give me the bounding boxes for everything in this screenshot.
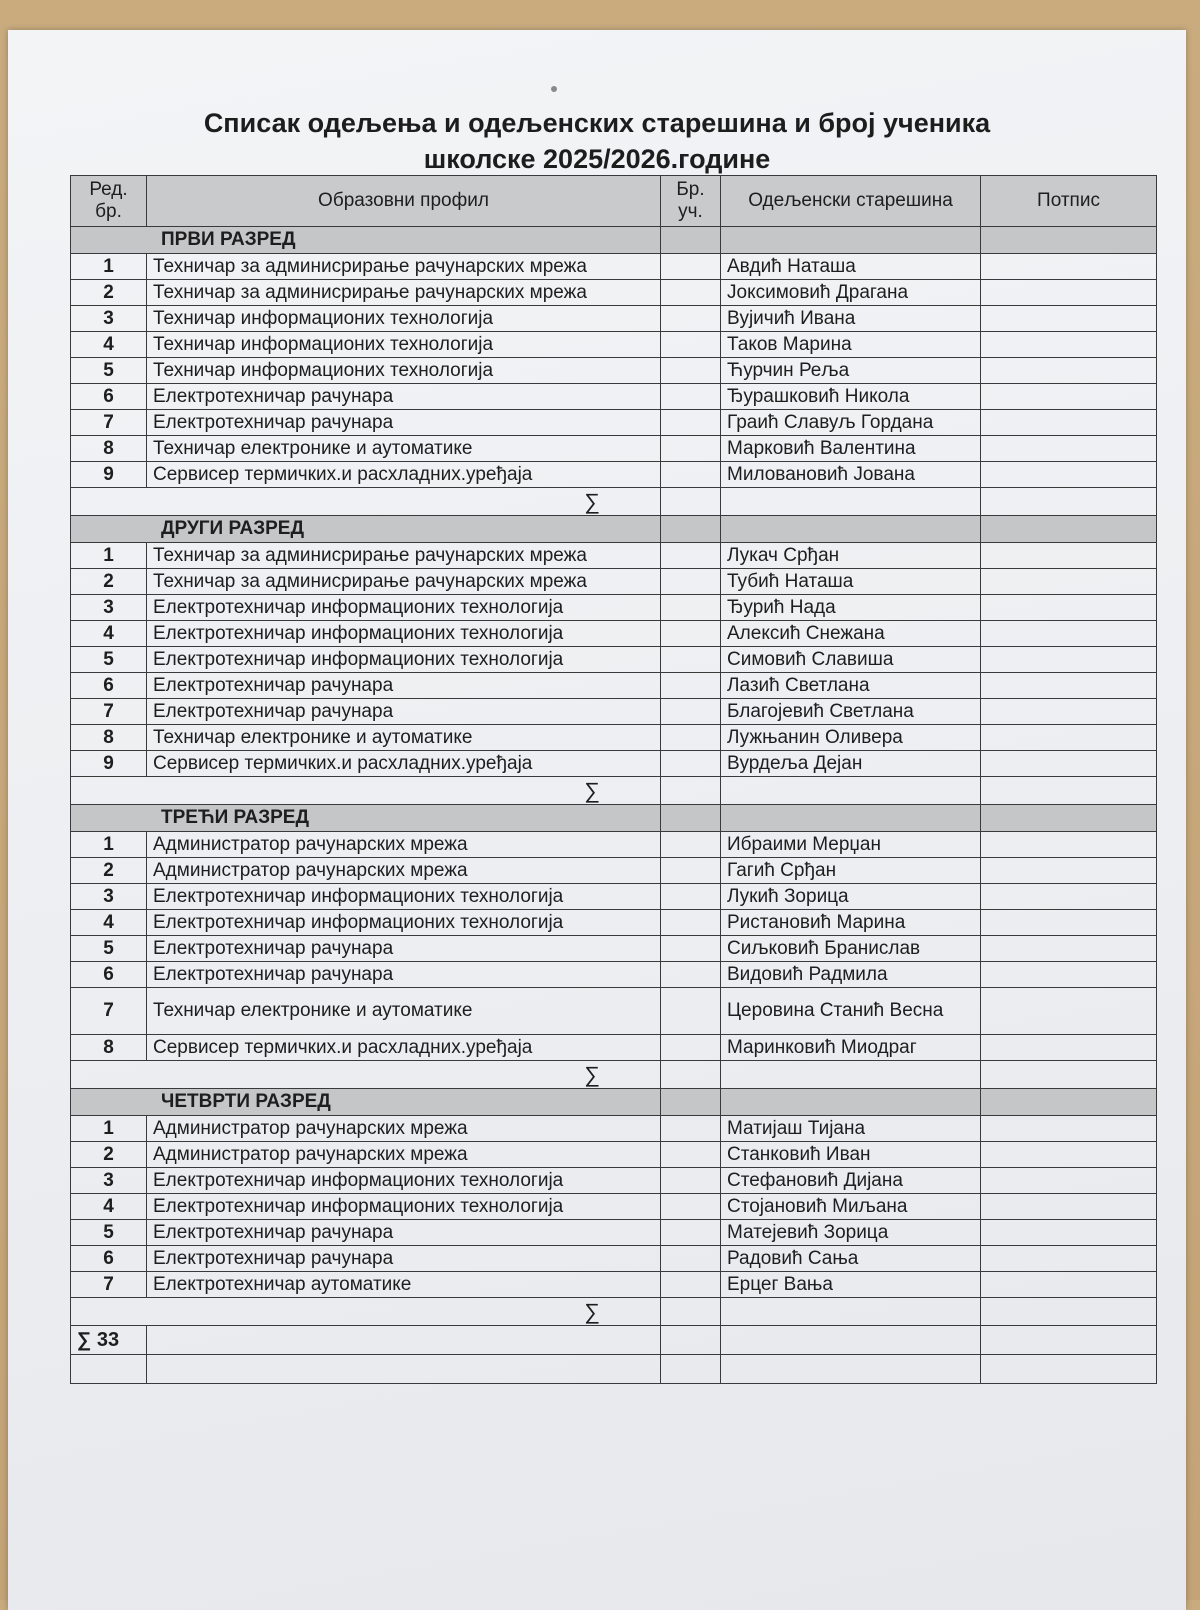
row-number: 5	[71, 936, 147, 962]
row-profile: Сервисер термичких.и расхладних.уређаја	[147, 1035, 661, 1061]
section-sum-row	[71, 777, 1157, 805]
grand-total-label: ∑ 33	[71, 1326, 147, 1355]
row-profile: Електротехничар рачунара	[147, 410, 661, 436]
table-row	[71, 962, 1157, 988]
row-number: 4	[71, 332, 147, 358]
row-profile: Електротехничар информационих технологија	[147, 884, 661, 910]
row-number: 3	[71, 884, 147, 910]
row-number: 7	[71, 1272, 147, 1298]
header-teacher: Одељенски старешина	[721, 176, 981, 227]
table-row	[71, 436, 1157, 462]
header-num: Ред. бр.	[71, 176, 147, 227]
row-signature	[981, 595, 1157, 621]
row-profile: Сервисер термичких.и расхладних.уређаја	[147, 462, 661, 488]
row-students	[661, 832, 721, 858]
row-students	[661, 858, 721, 884]
row-number: 1	[71, 254, 147, 280]
table-row	[71, 673, 1157, 699]
row-number: 2	[71, 1142, 147, 1168]
row-profile: Сервисер термичких.и расхладних.уређаја	[147, 751, 661, 777]
row-signature	[981, 910, 1157, 936]
row-teacher: Лазић Светлана	[721, 673, 981, 699]
row-profile: Електротехничар рачунара	[147, 699, 661, 725]
row-students	[661, 358, 721, 384]
table-row	[71, 858, 1157, 884]
row-teacher: Видовић Радмила	[721, 962, 981, 988]
total-teacher-cell	[721, 1326, 981, 1355]
section-label: ТРЕЋИ РАЗРЕД	[71, 805, 661, 832]
row-teacher: Лукић Зорица	[721, 884, 981, 910]
row-students	[661, 725, 721, 751]
row-number: 7	[71, 410, 147, 436]
row-teacher: Лукач Срђан	[721, 543, 981, 569]
row-profile: Техничар информационих технологија	[147, 358, 661, 384]
section-teacher-cell	[721, 516, 981, 543]
row-teacher: Маринковић Миодраг	[721, 1035, 981, 1061]
row-signature	[981, 621, 1157, 647]
row-teacher: Миловановић Јована	[721, 462, 981, 488]
row-teacher: Ристановић Марина	[721, 910, 981, 936]
table-row	[71, 647, 1157, 673]
table-body	[71, 227, 1157, 1384]
document-title	[8, 105, 1186, 177]
row-number: 3	[71, 1168, 147, 1194]
sum-signature-cell	[981, 777, 1157, 805]
row-number: 5	[71, 358, 147, 384]
row-profile: Електротехничар аутоматике	[147, 1272, 661, 1298]
row-teacher: Матејевић Зорица	[721, 1220, 981, 1246]
row-profile: Техничар електронике и аутоматике	[147, 436, 661, 462]
row-signature	[981, 1272, 1157, 1298]
row-number: 3	[71, 595, 147, 621]
section-students-cell	[661, 1089, 721, 1116]
row-teacher: Благојевић Светлана	[721, 699, 981, 725]
row-profile: Електротехничар информационих технологија	[147, 1168, 661, 1194]
row-signature	[981, 884, 1157, 910]
row-signature	[981, 936, 1157, 962]
sum-teacher-cell	[721, 777, 981, 805]
row-teacher: Алексић Снежана	[721, 621, 981, 647]
row-profile: Електротехничар рачунара	[147, 962, 661, 988]
row-signature	[981, 1035, 1157, 1061]
row-students	[661, 673, 721, 699]
sum-teacher-cell	[721, 1298, 981, 1326]
table-row	[71, 1168, 1157, 1194]
row-signature	[981, 751, 1157, 777]
row-teacher: Вурдеља Дејан	[721, 751, 981, 777]
section-header	[71, 516, 1157, 543]
row-students	[661, 910, 721, 936]
row-profile: Електротехничар рачунара	[147, 673, 661, 699]
row-teacher: Симовић Славиша	[721, 647, 981, 673]
row-signature	[981, 962, 1157, 988]
table-row	[71, 332, 1157, 358]
row-signature	[981, 1168, 1157, 1194]
table-row	[71, 543, 1157, 569]
section-students-cell	[661, 805, 721, 832]
row-signature	[981, 358, 1157, 384]
section-header	[71, 805, 1157, 832]
row-signature	[981, 543, 1157, 569]
table-row	[71, 462, 1157, 488]
empty-cell	[71, 1355, 147, 1384]
row-teacher: Стефановић Дијана	[721, 1168, 981, 1194]
row-number: 9	[71, 462, 147, 488]
row-teacher: Граић Славуљ Гордана	[721, 410, 981, 436]
row-number: 4	[71, 1194, 147, 1220]
row-signature	[981, 673, 1157, 699]
table-row	[71, 1035, 1157, 1061]
row-students	[661, 254, 721, 280]
row-teacher: Лужњанин Оливера	[721, 725, 981, 751]
row-teacher: Авдић Наташа	[721, 254, 981, 280]
row-signature	[981, 332, 1157, 358]
row-signature	[981, 699, 1157, 725]
sum-signature-cell	[981, 1298, 1157, 1326]
paper-sheet	[8, 30, 1186, 1610]
table-row	[71, 254, 1157, 280]
row-profile: Електротехничар информационих технологија	[147, 595, 661, 621]
sum-students-cell	[661, 488, 721, 516]
total-signature-cell	[981, 1326, 1157, 1355]
row-signature	[981, 569, 1157, 595]
row-profile: Администратор рачунарских мрежа	[147, 1142, 661, 1168]
row-signature	[981, 1194, 1157, 1220]
row-profile: Техничар електронике и аутоматике	[147, 988, 661, 1035]
row-number: 7	[71, 988, 147, 1035]
row-number: 6	[71, 384, 147, 410]
table-row	[71, 751, 1157, 777]
section-students-cell	[661, 227, 721, 254]
row-teacher: Матијаш Тијана	[721, 1116, 981, 1142]
table-row	[71, 1272, 1157, 1298]
row-number: 7	[71, 699, 147, 725]
row-signature	[981, 988, 1157, 1035]
row-number: 5	[71, 1220, 147, 1246]
row-students	[661, 1116, 721, 1142]
row-profile: Техничар информационих технологија	[147, 306, 661, 332]
row-teacher: Сиљковић Бранислав	[721, 936, 981, 962]
section-teacher-cell	[721, 805, 981, 832]
row-profile: Електротехничар рачунара	[147, 384, 661, 410]
row-number: 6	[71, 1246, 147, 1272]
class-table	[70, 175, 1157, 1384]
row-profile: Техничар за админисрирање рачунарских мрежа	[147, 543, 661, 569]
row-profile: Електротехничар информационих технологија	[147, 1194, 661, 1220]
table-row	[71, 306, 1157, 332]
empty-row	[71, 1355, 1157, 1384]
sum-students-cell	[661, 1298, 721, 1326]
empty-cell	[721, 1355, 981, 1384]
row-profile: Техничар информационих технологија	[147, 332, 661, 358]
table-row	[71, 1194, 1157, 1220]
row-teacher: Вујичић Ивана	[721, 306, 981, 332]
row-profile: Електротехничар рачунара	[147, 1246, 661, 1272]
section-sum-row	[71, 1298, 1157, 1326]
row-signature	[981, 462, 1157, 488]
row-students	[661, 647, 721, 673]
table-row	[71, 358, 1157, 384]
row-profile: Електротехничар информационих технологија	[147, 647, 661, 673]
table-row	[71, 569, 1157, 595]
row-students	[661, 751, 721, 777]
row-students	[661, 280, 721, 306]
section-sum-row	[71, 488, 1157, 516]
row-teacher: Радовић Сања	[721, 1246, 981, 1272]
row-students	[661, 988, 721, 1035]
row-students	[661, 621, 721, 647]
row-profile: Електротехничар информационих технологија	[147, 910, 661, 936]
row-teacher: Ћурчин Реља	[721, 358, 981, 384]
title-line-1: Списак одељења и одељенских старешина и број ученика	[203, 108, 991, 138]
row-teacher: Тубић Наташа	[721, 569, 981, 595]
total-profile-cell	[147, 1326, 661, 1355]
table-row	[71, 595, 1157, 621]
sum-teacher-cell	[721, 1061, 981, 1089]
row-number: 8	[71, 1035, 147, 1061]
row-signature	[981, 280, 1157, 306]
row-teacher: Церовина Станић Весна	[721, 988, 981, 1035]
row-teacher: Ибраими Мерџан	[721, 832, 981, 858]
row-number: 1	[71, 832, 147, 858]
row-students	[661, 699, 721, 725]
row-students	[661, 936, 721, 962]
empty-cell	[981, 1355, 1157, 1384]
table-row	[71, 384, 1157, 410]
section-label: ДРУГИ РАЗРЕД	[71, 516, 661, 543]
empty-cell	[147, 1355, 661, 1384]
section-label: ЧЕТВРТИ РАЗРЕД	[71, 1089, 661, 1116]
section-sum-row	[71, 1061, 1157, 1089]
row-number: 8	[71, 436, 147, 462]
table-row	[71, 1116, 1157, 1142]
section-signature-cell	[981, 516, 1157, 543]
header-row	[71, 176, 1157, 227]
row-teacher: Ерцег Вања	[721, 1272, 981, 1298]
row-teacher: Таков Марина	[721, 332, 981, 358]
row-students	[661, 543, 721, 569]
row-profile: Електротехничар рачунара	[147, 1220, 661, 1246]
row-signature	[981, 410, 1157, 436]
empty-cell	[661, 1355, 721, 1384]
row-number: 1	[71, 1116, 147, 1142]
row-students	[661, 884, 721, 910]
row-signature	[981, 647, 1157, 673]
table-row	[71, 699, 1157, 725]
row-students	[661, 1194, 721, 1220]
row-profile: Техничар за админисрирање рачунарских мрежа	[147, 254, 661, 280]
row-signature	[981, 1246, 1157, 1272]
row-profile: Администратор рачунарских мрежа	[147, 1116, 661, 1142]
row-students	[661, 962, 721, 988]
row-signature	[981, 725, 1157, 751]
total-students-cell	[661, 1326, 721, 1355]
row-number: 3	[71, 306, 147, 332]
row-students	[661, 410, 721, 436]
table-row	[71, 621, 1157, 647]
row-students	[661, 436, 721, 462]
table-row	[71, 280, 1157, 306]
row-number: 8	[71, 725, 147, 751]
table-row	[71, 910, 1157, 936]
row-number: 2	[71, 569, 147, 595]
row-profile: Електротехничар информационих технологија	[147, 621, 661, 647]
sum-students-cell	[661, 777, 721, 805]
row-teacher: Гагић Срђан	[721, 858, 981, 884]
row-teacher: Ђурашковић Никола	[721, 384, 981, 410]
row-profile: Администратор рачунарских мрежа	[147, 832, 661, 858]
table-row	[71, 410, 1157, 436]
table-row	[71, 1142, 1157, 1168]
row-teacher: Ђурић Нада	[721, 595, 981, 621]
row-number: 5	[71, 647, 147, 673]
row-students	[661, 332, 721, 358]
sum-signature-cell	[981, 488, 1157, 516]
row-signature	[981, 436, 1157, 462]
row-students	[661, 595, 721, 621]
sum-symbol: ∑	[71, 777, 661, 805]
row-number: 1	[71, 543, 147, 569]
sum-teacher-cell	[721, 488, 981, 516]
row-profile: Администратор рачунарских мрежа	[147, 858, 661, 884]
row-number: 6	[71, 673, 147, 699]
row-students	[661, 1035, 721, 1061]
row-students	[661, 1220, 721, 1246]
row-signature	[981, 832, 1157, 858]
section-signature-cell	[981, 805, 1157, 832]
section-header	[71, 227, 1157, 254]
row-signature	[981, 306, 1157, 332]
table-row	[71, 988, 1157, 1035]
table-row	[71, 1246, 1157, 1272]
row-signature	[981, 1116, 1157, 1142]
header-students: Бр. уч.	[661, 176, 721, 227]
header-signature: Потпис	[981, 176, 1157, 227]
row-signature	[981, 254, 1157, 280]
row-profile: Електротехничар рачунара	[147, 936, 661, 962]
row-signature	[981, 1220, 1157, 1246]
row-profile: Техничар за админисрирање рачунарских мрежа	[147, 569, 661, 595]
punch-dot	[551, 86, 557, 92]
row-teacher: Стојановић Миљана	[721, 1194, 981, 1220]
grand-total-row	[71, 1326, 1157, 1355]
row-signature	[981, 384, 1157, 410]
sum-symbol: ∑	[71, 488, 661, 516]
table-row	[71, 884, 1157, 910]
row-profile: Техничар електронике и аутоматике	[147, 725, 661, 751]
row-students	[661, 384, 721, 410]
section-students-cell	[661, 516, 721, 543]
table-row	[71, 725, 1157, 751]
table-row	[71, 936, 1157, 962]
row-students	[661, 1246, 721, 1272]
row-students	[661, 569, 721, 595]
row-students	[661, 1168, 721, 1194]
sum-signature-cell	[981, 1061, 1157, 1089]
row-signature	[981, 1142, 1157, 1168]
row-number: 2	[71, 280, 147, 306]
row-students	[661, 1272, 721, 1298]
sum-symbol: ∑	[71, 1061, 661, 1089]
table-row	[71, 832, 1157, 858]
row-number: 6	[71, 962, 147, 988]
row-students	[661, 306, 721, 332]
section-signature-cell	[981, 227, 1157, 254]
row-students	[661, 462, 721, 488]
row-signature	[981, 858, 1157, 884]
header-profile: Образовни профил	[147, 176, 661, 227]
table-row	[71, 1220, 1157, 1246]
row-number: 2	[71, 858, 147, 884]
row-profile: Техничар за админисрирање рачунарских мрежа	[147, 280, 661, 306]
section-teacher-cell	[721, 1089, 981, 1116]
section-teacher-cell	[721, 227, 981, 254]
row-teacher: Станковић Иван	[721, 1142, 981, 1168]
row-number: 4	[71, 910, 147, 936]
row-students	[661, 1142, 721, 1168]
row-teacher: Јоксимовић Драгана	[721, 280, 981, 306]
sum-symbol: ∑	[71, 1298, 661, 1326]
section-label: ПРВИ РАЗРЕД	[71, 227, 661, 254]
row-number: 4	[71, 621, 147, 647]
row-number: 9	[71, 751, 147, 777]
title-line-2: школске 2025/2026.године	[423, 144, 771, 174]
sum-students-cell	[661, 1061, 721, 1089]
section-signature-cell	[981, 1089, 1157, 1116]
section-header	[71, 1089, 1157, 1116]
row-teacher: Марковић Валентина	[721, 436, 981, 462]
